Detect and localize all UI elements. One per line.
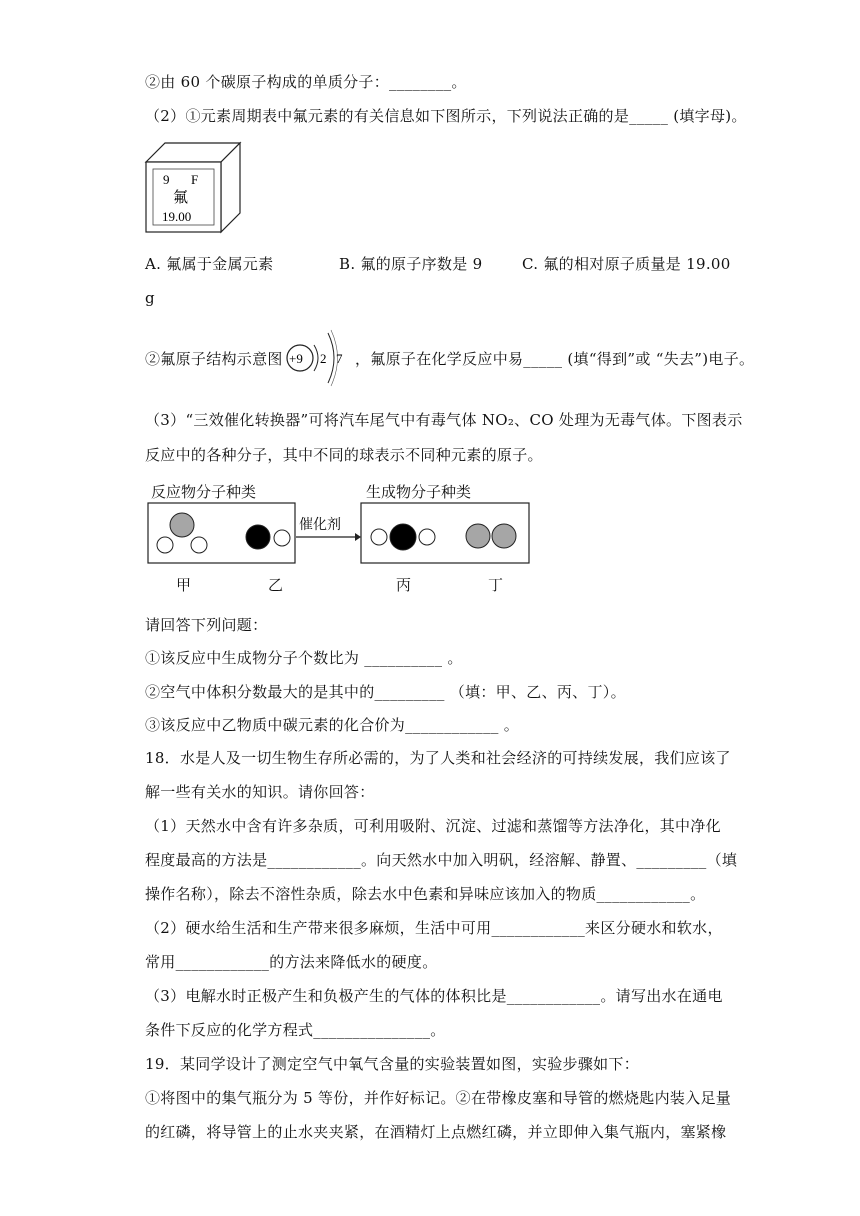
bing-white-atom-left (371, 529, 387, 545)
atomic-number: 9 (163, 172, 170, 187)
q17-part3-line1: （3）“三效催化转换器”可将汽车尾气中有毒气体 NO₂、CO 处理为无毒气体。下图表示 (145, 411, 743, 429)
q17-part3-line2: 反应中的各种分子，其中不同的球表示不同种元素的原子。 (145, 446, 543, 464)
ding-gray-atom-right (492, 524, 516, 548)
q18-part1-line3: 操作名称），除去不溶性杂质，除去水中色素和异味应该加入的物质____________。 (145, 885, 706, 903)
q19-line2: ①将图中的集气瓶分为 5 等份，并作好标记。②在带橡皮塞和导管的燃烧匙内装入足量 (145, 1089, 732, 1107)
answer-prompt: 请回答下列问题： (145, 616, 268, 634)
fluorine-atom-diagram (284, 325, 354, 395)
q18-part2-line2: 常用____________的方法来降低水的硬度。 (145, 953, 438, 971)
reaction-diagram (145, 495, 545, 570)
q18-part3-line1: （3）电解水时正极产生和负极产生的气体的体积比是____________。请写出水在通电 (145, 987, 723, 1005)
q19-line3: 的红磷，将导管上的止水夹夹紧，在酒精灯上点燃红磷，并立即伸入集气瓶内，塞紧橡 (145, 1123, 727, 1141)
shell-1-electrons: 2 (320, 351, 327, 366)
label-yi: 乙 (268, 576, 284, 594)
option-c-wrap: g (145, 289, 155, 307)
q18-line2: 解一些有关水的知识。请你回答： (145, 783, 375, 801)
option-b: B. 氟的原子序数是 9 (339, 255, 483, 273)
jia-white-atom-right (191, 537, 207, 553)
bing-black-atom (390, 524, 416, 550)
q18-part3-line2: 条件下反应的化学方程式_______________。 (145, 1021, 446, 1039)
q17-sub2: ②空气中体积分数最大的是其中的_________ （填：甲、乙、丙、丁）。 (145, 683, 626, 701)
jia-gray-atom (170, 513, 194, 537)
option-a: A. 氟属于金属元素 (145, 255, 274, 273)
q18-part1-line2: 程度最高的方法是____________。向天然水中加入明矾，经溶解、静置、_________（填 (145, 851, 738, 869)
yi-black-atom (246, 525, 270, 549)
product-title: 生成物分子种类 (366, 483, 472, 501)
q17-sub3: ③该反应中乙物质中碳元素的化合价为____________ 。 (145, 716, 520, 734)
reactant-title: 反应物分子种类 (151, 483, 257, 501)
bing-white-atom-right (419, 529, 435, 545)
reactant-box (148, 503, 295, 563)
atom-structure-suffix: ，氟原子在化学反应中易_____ (填“得到”或 “失去”)电子。 (355, 350, 755, 368)
atomic-mass: 19.00 (162, 209, 192, 224)
ding-gray-atom-left (466, 524, 490, 548)
label-ding: 丁 (488, 576, 504, 594)
fluorine-element-card (143, 140, 243, 235)
q18-line1: 18．水是人及一切生物生存所必需的，为了人类和社会经济的可持续发展，我们应该了 (145, 749, 731, 767)
element-name: 氟 (173, 188, 189, 206)
jia-white-atom-left (157, 537, 173, 553)
option-c: C. 氟的相对原子质量是 19.00 (522, 255, 731, 273)
q18-part1-line1: （1）天然水中含有许多杂质，可利用吸附、沉淀、过滤和蒸馏等方法净化，其中净化 (145, 817, 721, 835)
label-jia: 甲 (176, 576, 192, 594)
element-symbol: F (191, 172, 199, 187)
q17-part2-intro: （2）①元素周期表中氟元素的有关信息如下图所示，下列说法正确的是_____ (填字母)。 (145, 107, 747, 125)
q18-part2-line1: （2）硬水给生活和生产带来很多麻烦，生活中可用____________来区分硬水和软水， (145, 919, 723, 937)
q19-line1: 19．某同学设计了测定空气中氧气含量的实验装置如图，实验步骤如下： (145, 1055, 639, 1073)
nucleus-charge: +9 (289, 351, 303, 366)
yi-white-atom (274, 530, 290, 546)
catalyst-label: 催化剂 (299, 517, 341, 533)
q17-sub1: ①该反应中生成物分子个数比为 __________ 。 (145, 649, 463, 667)
atom-structure-prefix: ②氟原子结构示意图 (145, 350, 283, 368)
shell-2-electrons: 7 (336, 351, 343, 366)
q17-molecule-line: ②由 60 个碳原子构成的单质分子：________。 (145, 73, 467, 91)
label-bing: 丙 (396, 576, 412, 594)
